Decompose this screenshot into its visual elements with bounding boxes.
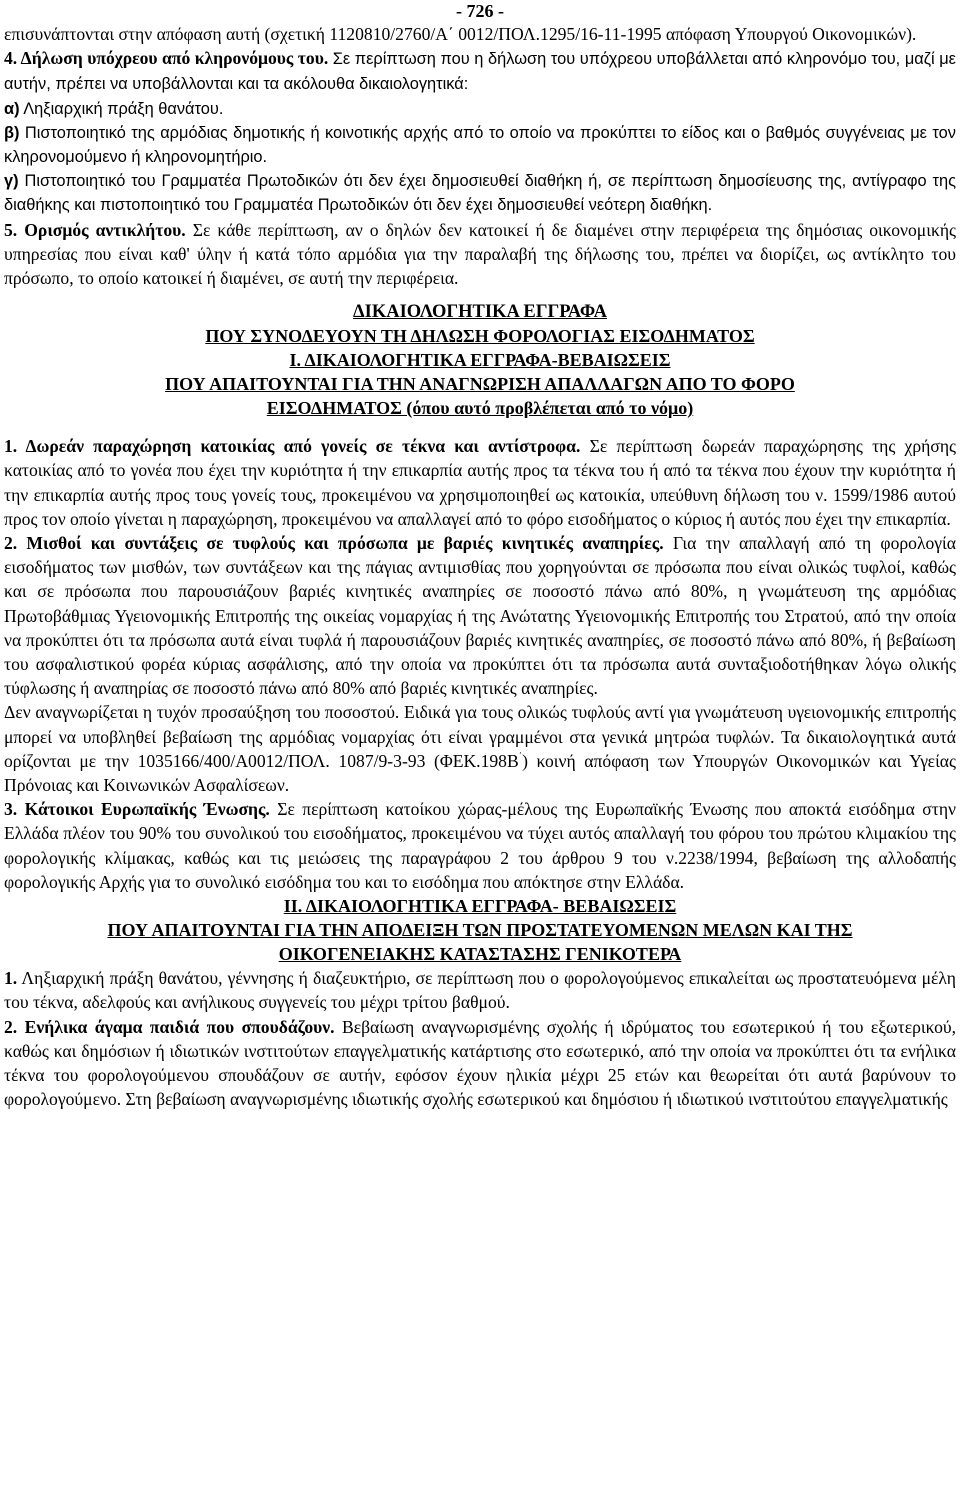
intro-paragraph: επισυνάπτονται στην απόφαση αυτή (σχετική 1120810/2760/Α΄ 0012/ΠΟΛ.1295/16-11-1995 απόφαση Υπουργού Οικονομικών).	[4, 24, 917, 44]
item-II2-paragraph	[4, 1015, 956, 1112]
item-a-paragraph	[4, 97, 956, 121]
heading-II-2: ΠΟΥ ΑΠΑΙΤΟΥΝΤΑΙ ΓΙΑ ΤΗΝ ΑΠΟΔΕΙΞΗ ΤΩΝ ΠΡΟΣΤΑΤΕΥΟΜΕΝΩΝ ΜΕΛΩΝ ΚΑΙ ΤΗΣ	[107, 920, 853, 941]
item-II2-title: 2. Ενήλικα άγαμα παιδιά που σπουδάζουν.	[4, 1016, 335, 1037]
heading-I-2: ΠΟΥ ΑΠΑΙΤΟΥΝΤΑΙ ΓΙΑ ΤΗΝ ΑΝΑΓΝΩΡΙΣΗ ΑΠΑΛΛΑΓΩΝ ΑΠΟ ΤΟ ΦΟΡΟ	[165, 374, 795, 395]
item-I3-paragraph	[4, 797, 956, 894]
heading-I-1: Ι. ΔΙΚΑΙΟΛΟΓΗΤΙΚΑ ΕΓΓΡΑΦΑ-ΒΕΒΑΙΩΣΕΙΣ	[289, 350, 671, 371]
page-number: - 726 -	[456, 1, 504, 21]
heading-main-1: ΔΙΚΑΙΟΛΟΓΗΤΙΚΑ ΕΓΓΡΑΦΑ	[353, 302, 607, 323]
item-c-label: γ)	[4, 172, 19, 191]
spacer	[4, 420, 956, 434]
section-5-text: Σε κάθε περίπτωση, αν ο δηλών δεν κατοικεί ή δε διαμένει στην περιφέρεια της δημόσιας οικονομικής υπηρεσίας που είναι καθ' ύλην ή κατά τόπο αρμόδια για την παραλαβή της δήλωσης του, πρέπει να διορίζει, ως αντίκλητο του πρόσωπο, το οποίο κατοικεί ή διαμένει, σε αυτή την περιφέρεια.	[4, 219, 956, 289]
item-I2-paragraph-2	[4, 700, 956, 797]
section-4-text: Σε περίπτωση που η δήλωση του υπόχρεου υποβάλλεται από κληρονόμο του, μαζί με αυτήν, πρέπει να υποβάλλονται και τα ακόλουθα δικαιολογητικά:	[4, 50, 956, 94]
item-I1-text: Σε περίπτωση δωρεάν παραχώρησης της χρήσης κατοικίας από το γονέα που έχει την κυριότητα ή την επικαρπία αυτής προς τα τέκνα του ή από τα τέκνα που έχουν την κυριότητα ή την επικαρπία αυτής προς τους γονείς τους, προκειμένου να χρησιμοποιηθεί ως κατοικία, υπεύθυνη δήλωση του ν. 1599/1986 αυτού προς τον οποίο γίνεται η παραχώρηση, προκειμένου να απαλλαγεί από το φόρο εισοδήματος ο κύριος ή αυτός που έχει την επικαρπία.	[4, 436, 956, 529]
section-4-title: 4. Δήλωση υπόχρεου από κληρονόμους του.	[4, 48, 329, 69]
item-b-text: Πιστοποιητικό της αρμόδιας δημοτικής ή κοινοτικής αρχής από το οποίο να προκύπτει το είδος και ο βαθμός συγγένειας με τον κληρονομούμενο ή κληρονομητήριο.	[4, 123, 956, 167]
item-I2-text2: Δεν αναγνωρίζεται η τυχόν προσαύξηση του ποσοστού. Ειδικά για τους ολικώς τυφλούς αντί για γνωμάτευση υγειονομικής επιτροπής μπορεί να υποβληθεί βεβαίωση της αρμόδιας νομαρχίας ότι είναι γραμμένοι στα γενικά μητρώα τυφλών. Τα δικαιολογητικά αυτά ορίζονται με την 1035166/400/Α0012/ΠΟΛ. 1087/9-3-93 (ΦΕΚ.198Β	[4, 702, 956, 771]
item-b-label: β)	[4, 123, 20, 142]
heading-II-3: ΟΙΚΟΓΕΝΕΙΑΚΗΣ ΚΑΤΑΣΤΑΣΗΣ ΓΕΝΙΚΟΤΕΡΑ	[278, 944, 682, 965]
section-5-paragraph	[4, 218, 956, 291]
item-I3-text: Σε περίπτωση κατοίκου χώρας-μέλους της Ευρωπαϊκής Ένωσης που αποκτά εισόδημα στην Ελλάδα πλέον του 90% του συνολικού του εισοδήματος, προκειμένου να τύχει αυτός απαλλαγή του φόρου του πρώτου κλιμακίου της φορολογικής κλίμακας, καθώς και τις μειώσεις της παραγράφου 2 του άρθρου 9 του ν.2238/1994, βεβαίωση της αλλοδαπής φορολογικής Αρχής για το συνολικό εισόδημα του και το εισόδημα που απόκτησε στην Ελλάδα.	[4, 799, 957, 892]
item-II1-text: Ληξιαρχική πράξη θανάτου, γέννησης ή διαζευκτήριο, σε περίπτωση που ο φορολογούμενος επικαλείται ως προστατευόμενα μέλη του τέκνα, αδελφούς και ανήλικους συγγενείς του μέχρι τρίτου βαθμού.	[4, 968, 956, 1013]
item-II1-label: 1.	[4, 968, 18, 989]
item-I1-paragraph	[4, 434, 956, 531]
item-I3-title: 3. Κάτοικοι Ευρωπαϊκής Ένωσης.	[4, 799, 270, 820]
section-5-title: 5. Ορισμός αντικλήτου.	[4, 219, 186, 240]
heading-II-1: ΙΙ. ΔΙΚΑΙΟΛΟΓΗΤΙΚΑ ΕΓΓΡΑΦΑ- ΒΕΒΑΙΩΣΕΙΣ	[283, 896, 677, 917]
item-I2-text2-end: ) κοινή απόφαση των Υπουργών Οικονομικών και Υγείας Πρόνοιας και Κοινωνικών Ασφαλίσεων.	[4, 750, 956, 796]
item-I2-sup: ΄	[518, 752, 523, 764]
item-a-text: Ληξιαρχική πράξη θανάτου.	[23, 99, 224, 118]
heading-I-3: ΕΙΣΟΔΗΜΑΤΟΣ (όπου αυτό προβλέπεται από το νόμο)	[266, 398, 694, 419]
item-c-text: Πιστοποιητικό του Γραμματέα Πρωτοδικών ότι δεν έχει δημοσιευθεί διαθήκη ή, σε περίπτωση δημοσίευσης της, αντίγραφο της διαθήκης και πιστοποιητικό του Γραμματέα Πρωτοδικών ότι δεν έχει δημοσιευθεί νεότερη διαθήκη.	[4, 172, 956, 215]
item-II2-text: Βεβαίωση αναγνωρισμένης σχολής ή ιδρύματος του εσωτερικού ή του εξωτερικού, καθώς και δημόσιων ή ιδιωτικών ινστιτούτων επαγγελματικής κατάρτισης στο εσωτερικό, από την οποία να προκύπτει ότι τα ενήλικα τέκνα του φορολογούμενου σπουδάζουν σε αυτήν, εφόσον έχουν ηλικία μέχρι 25 ετών και θεωρείται ότι αυτά βαρύνουν το φορολογούμενο. Στη βεβαίωση αναγνωρισμένης ιδιωτικής σχολής εσωτερικού και δημόσιου ή ιδιωτικού ινστιτούτου επαγγελματικής	[4, 1016, 956, 1110]
section-4-paragraph	[4, 46, 956, 96]
item-II1-paragraph	[4, 966, 956, 1014]
item-I2-title: 2. Μισθοί και συντάξεις σε τυφλούς και πρόσωπα με βαριές κινητικές αναπηρίες.	[4, 533, 664, 554]
item-I2-text: Για την απαλλαγή από τη φορολογία εισοδήματος των μισθών, των συντάξεων και της πάγιας αντιμισθίας που χορηγούνται σε πρόσωπα που είναι ολικώς τυφλοί, καθώς και σε πρόσωπα που παρουσιάζουν βαριές κινητικές αναπηρίες σε ποσοστό πάνω από 80%, η γνωμάτευση της αρμόδιας Πρωτοβάθμιας Υγειονομικής Επιτροπής της οικείας νομαρχίας ή της Ανώτατης Υγειονομικής Επιτροπής του Στρατού, από την οποία να προκύπτει ότι τα πρόσωπα αυτά είναι τυφλά ή παρουσιάζουν βαριές κινητικές αναπηρίες, σε ποσοστό πάνω από 80%, ή βεβαίωση του ασφαλιστικού φορέα κύριας ασφάλισης, από την οποία να προκύπτει ότι τα πρόσωπα αυτά συνταξιοδοτήθηκαν λόγω ολικής τύφλωσης ή αναπηρίας σε ποσοστό πάνω από 80% από βαριές κινητικές αναπηρίες.	[4, 533, 957, 699]
item-a-label: α)	[4, 99, 20, 118]
item-c-paragraph	[4, 169, 956, 217]
item-I2-paragraph	[4, 531, 956, 700]
heading-main-2: ΠΟΥ ΣΥΝΟΔΕΥΟΥΝ ΤΗ ΔΗΛΩΣΗ ΦΟΡΟΛΟΓΙΑΣ ΕΙΣΟΔΗΜΑΤΟΣ	[205, 326, 755, 347]
item-b-paragraph	[4, 121, 956, 169]
item-I1-title: 1. Δωρεάν παραχώρηση κατοικίας από γονείς σε τέκνα και αντίστροφα.	[4, 436, 581, 457]
